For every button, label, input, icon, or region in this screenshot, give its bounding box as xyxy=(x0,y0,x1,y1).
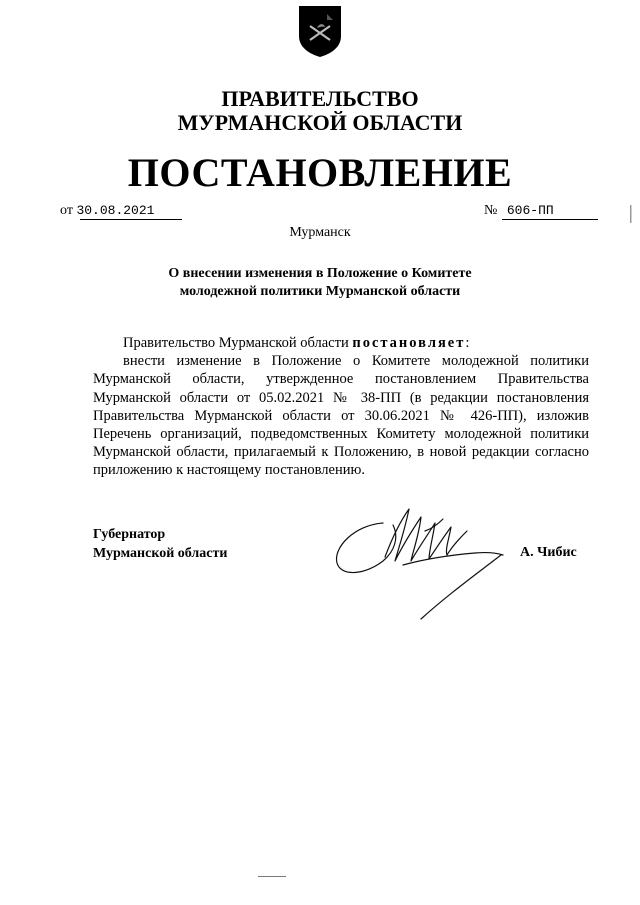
signatory-name: А. Чибис xyxy=(520,545,577,560)
city-name: Мурманск xyxy=(289,225,351,240)
org-name-line2: МУРМАНСКОЙ ОБЛАСТИ xyxy=(177,110,463,135)
murmansk-coat-of-arms-icon xyxy=(297,4,343,58)
margin-mark xyxy=(630,205,633,223)
subject-line2: молодежной политики Мурманской области xyxy=(179,284,461,299)
subject-line1: О внесении изменения в Положение о Комитете xyxy=(168,266,472,281)
handwritten-signature-icon xyxy=(325,495,530,630)
number-prefix: № xyxy=(484,203,498,218)
date-underline xyxy=(80,219,182,220)
signatory-title-line1: Губернатор xyxy=(93,527,166,542)
org-name-line1: ПРАВИТЕЛЬСТВО xyxy=(221,86,419,111)
bottom-divider xyxy=(258,876,286,877)
document-date xyxy=(60,200,185,222)
document-subject xyxy=(0,265,640,301)
number-underline xyxy=(502,219,598,220)
signatory-title-line2: Мурманской области xyxy=(93,545,228,561)
signatory-title xyxy=(93,526,227,563)
intro-paragraph xyxy=(93,334,589,352)
date-value: 30.08.2021 xyxy=(76,203,155,218)
intro-end: : xyxy=(465,335,470,351)
date-prefix: от xyxy=(60,203,73,218)
document-body xyxy=(93,334,589,480)
resolution-paragraph: внести изменение в Положение о Комитете молодежной политики Мурманской области, утвержденное постановлением Правительства Мурманской области от 05.02.2021 № 38-ПП (в редакции постановления Правительства Мурманской области от 30.06.2021 № 426-ПП), изложив Перечень организаций, подведомственных Комитету молодежной политики Мурманской области, прилагаемый к Положению, в новой редакции согласно приложению к настоящему постановлению. xyxy=(93,353,589,479)
document-number xyxy=(484,200,599,222)
intro-verb: постановляет xyxy=(352,335,466,351)
intro-text: Правительство Мурманской области xyxy=(123,335,349,351)
number-value: 606-ПП xyxy=(506,203,554,218)
document-type-title: ПОСТАНОВЛЕНИЕ xyxy=(127,150,513,195)
